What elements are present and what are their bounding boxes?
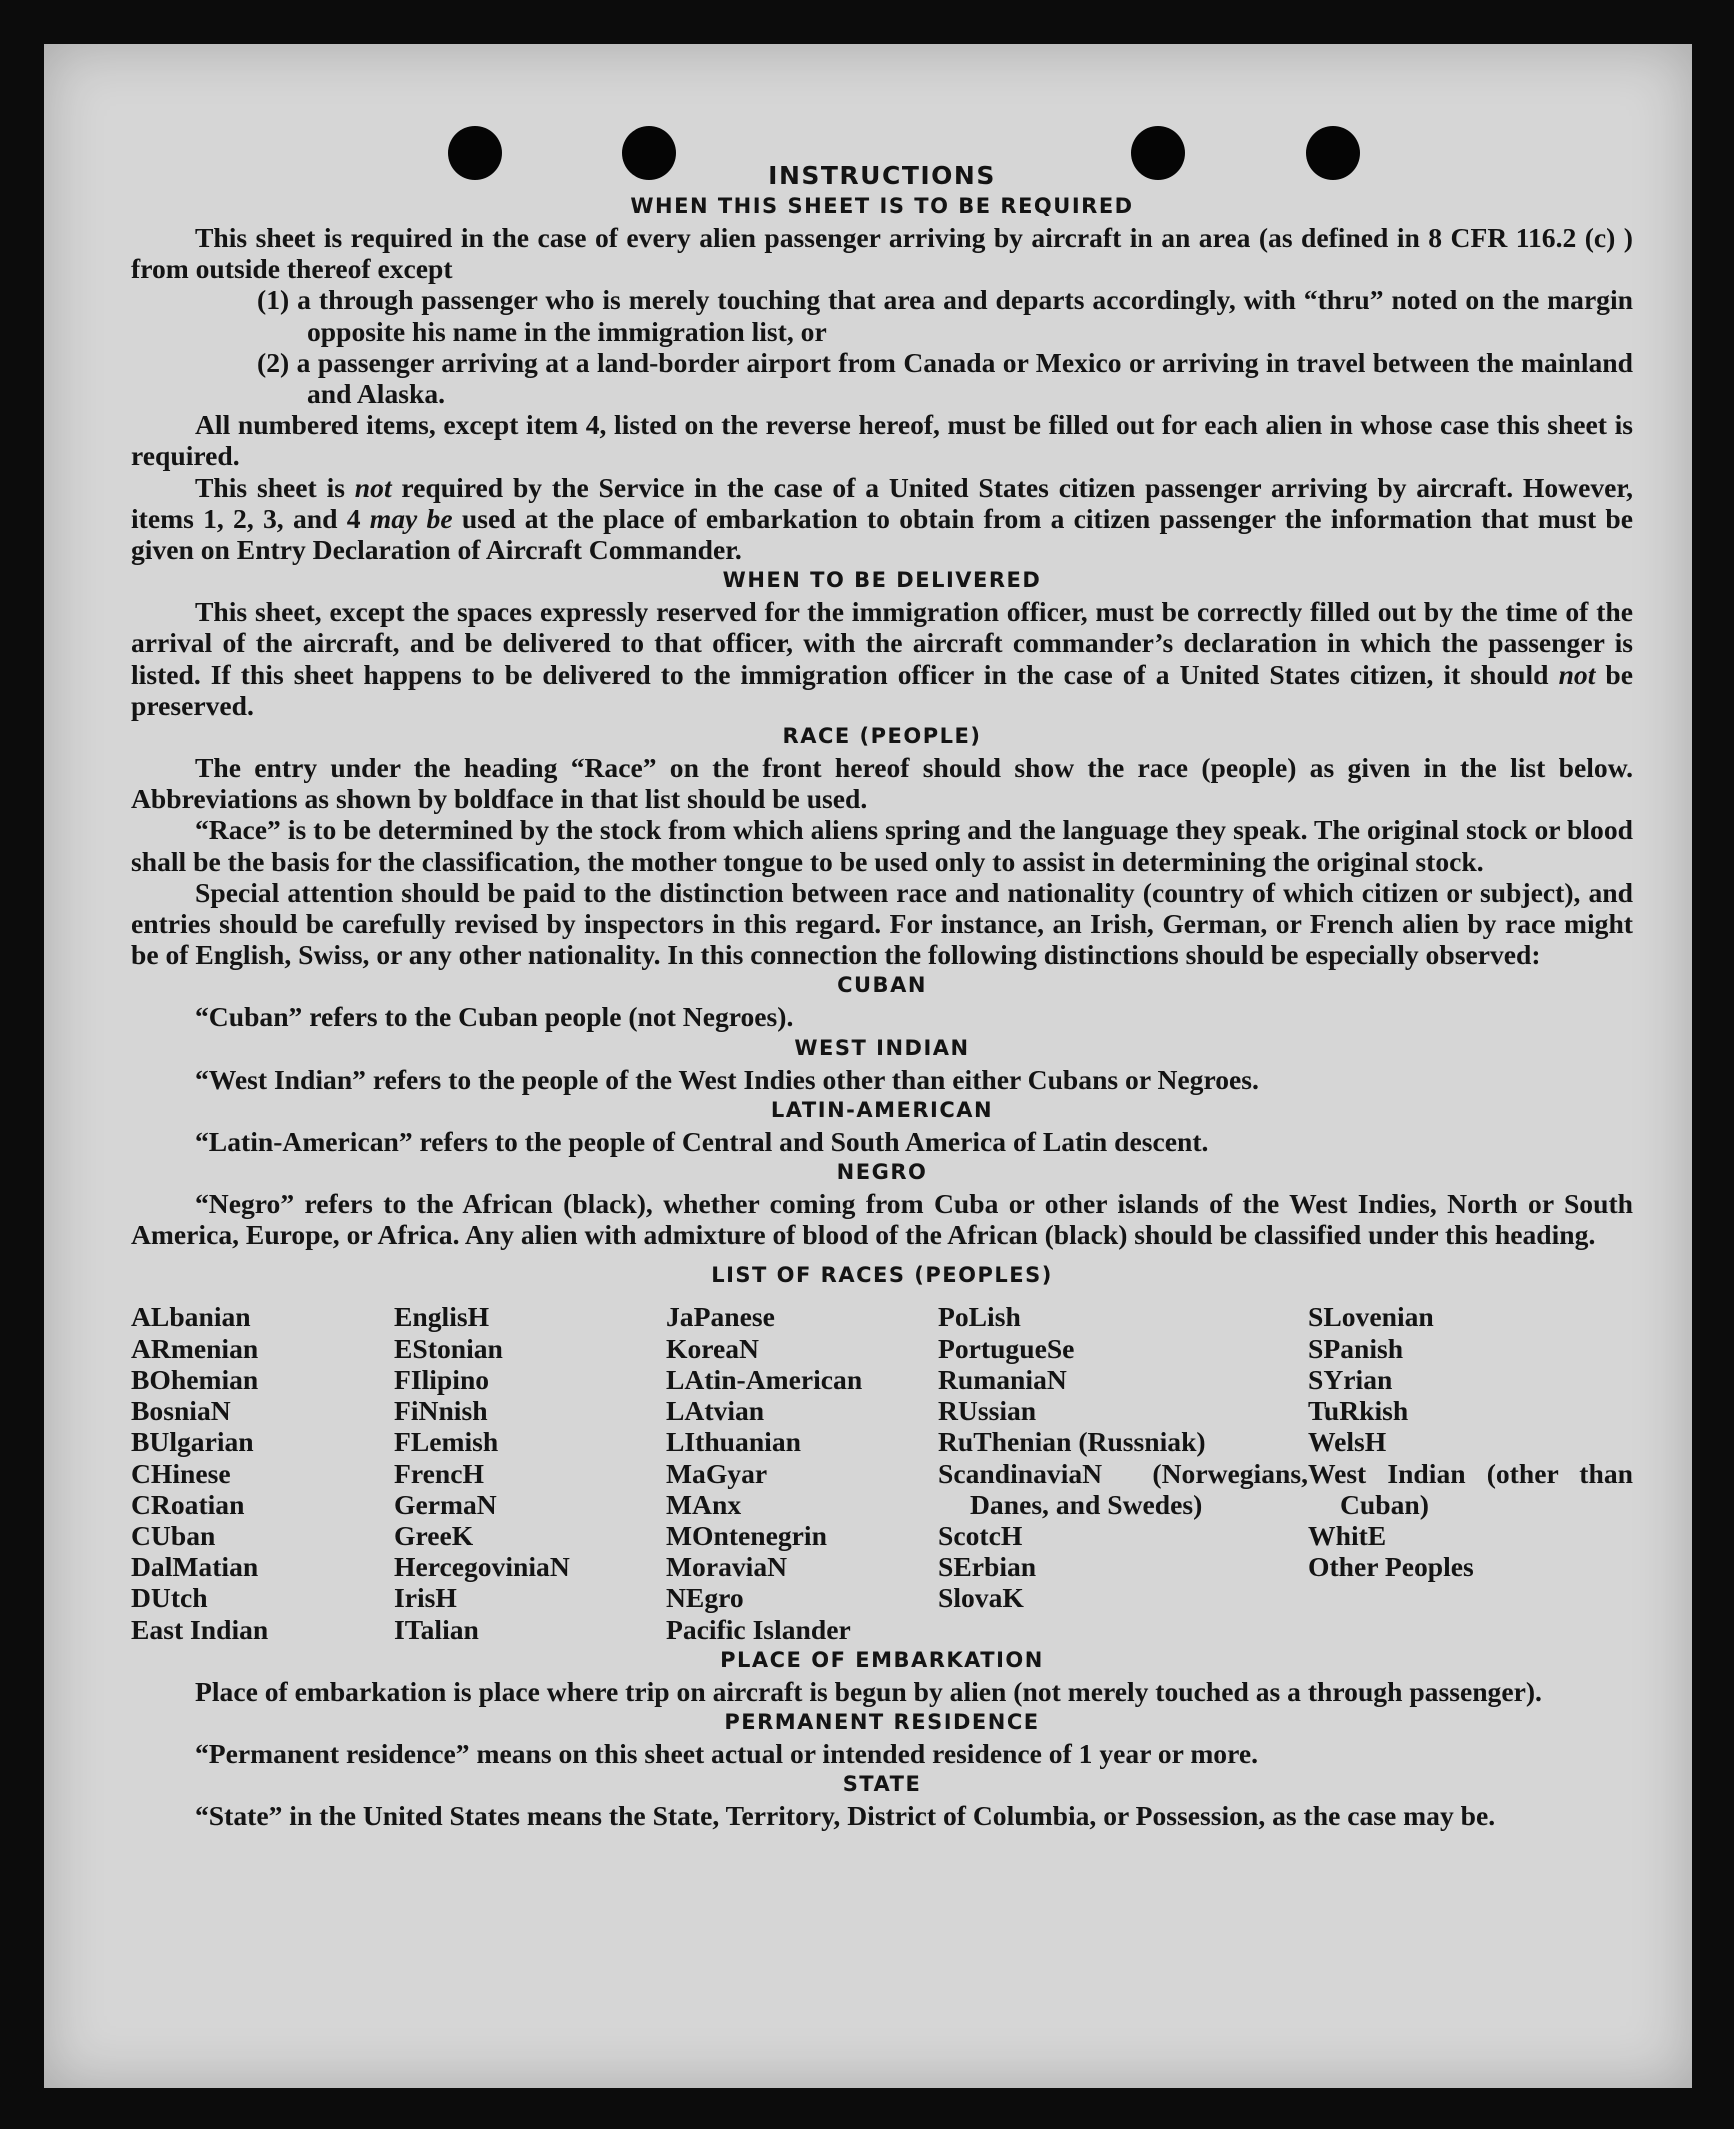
list-item: (1) a through passenger who is merely touching that area and departs accordingly, with “thru” noted on the margin opposite his name in the immigration list, or: [257, 284, 1633, 347]
emphasis: not: [354, 471, 392, 503]
race-item: RuThenian (Russniak): [938, 1426, 1206, 1458]
race-item: WelsH: [1308, 1426, 1387, 1458]
document-sheet: [44, 44, 1692, 2088]
race-item: SPanish: [1308, 1332, 1404, 1364]
paragraph: Special attention should be paid to the distinction between race and nationality (country of which citizen or subject), and entries should be carefully revised by inspectors in this regard. For instance, an Irish, German, or French alien by race might be of English, Swiss, or any other nationality. In this connection the following distinctions should be especially observed:: [131, 876, 1633, 971]
distinction-text: “Negro” refers to the African (black), whether coming from Cuba or other islands of the West Indies, North or South America, Europe, or Africa. Any alien with admixture of blood of the African (black) should be classified under this heading.: [131, 1188, 1633, 1251]
distinction-heading: LATIN-AMERICAN: [770, 1097, 994, 1122]
race-item: SYrian: [1308, 1363, 1393, 1395]
paragraph: “Permanent residence” means on this sheet actual or intended residence of 1 year or more.: [195, 1737, 1258, 1769]
race-item: IrisH: [394, 1582, 457, 1614]
race-item: SLovenian: [1308, 1301, 1434, 1333]
race-item: ScandinaviaN (Norwegians, Danes, and Swedes): [938, 1457, 1308, 1520]
race-item: SErbian: [938, 1551, 1037, 1583]
distinction-text: “Cuban” refers to the Cuban people (not Negroes).: [195, 1001, 794, 1033]
paragraph: [131, 596, 1633, 721]
emphasis: may be: [369, 502, 453, 534]
race-item: EnglisH: [394, 1301, 490, 1333]
race-item: East Indian: [131, 1613, 269, 1645]
race-item: Other Peoples: [1308, 1551, 1474, 1583]
race-item: BUlgarian: [131, 1426, 254, 1458]
distinction-heading: WEST INDIAN: [794, 1035, 970, 1060]
race-item: FIlipino: [394, 1363, 490, 1395]
race-list-heading: LIST OF RACES (PEOPLES): [711, 1263, 1053, 1288]
race-item: LIthuanian: [666, 1426, 801, 1458]
race-item: EStonian: [394, 1332, 503, 1364]
text-run: This sheet, except the spaces expressly reserved for the immigration officer, must be correctly filled out by the time of the arrival of the aircraft, and be delivered to that officer, with the aircraft commander’s declaration in which the passenger is listed. If this sheet happens to be delivered to the immigration officer in the case of a United States citizen, it should: [131, 596, 1633, 690]
race-item: FiNnish: [394, 1395, 488, 1427]
race-item: FrencH: [394, 1457, 484, 1489]
section-heading: RACE (PEOPLE): [782, 724, 982, 749]
paragraph: The entry under the heading “Race” on the front hereof should show the race (people) as given in the list below. Abbreviations as shown by boldface in that list should be used.: [131, 752, 1633, 815]
race-item: CUban: [131, 1519, 216, 1551]
race-column: [938, 1301, 1308, 1644]
race-item: RUssian: [938, 1395, 1037, 1427]
page-title: INSTRUCTIONS: [768, 161, 996, 190]
race-item: MoraviaN: [666, 1551, 788, 1583]
paragraph: This sheet is required in the case of every alien passenger arriving by aircraft in an area (as defined in 8 CFR 116.2 (c) ) from outside thereof except: [131, 222, 1633, 285]
race-item: GreeK: [394, 1519, 474, 1551]
race-item: ITalian: [394, 1613, 479, 1645]
distinction-heading: NEGRO: [836, 1160, 928, 1185]
race-item: MAnx: [666, 1488, 742, 1520]
race-item: BOhemian: [131, 1363, 259, 1395]
race-item: CRoatian: [131, 1488, 245, 1520]
race-item: ALbanian: [131, 1301, 251, 1333]
race-item: LAtvian: [666, 1395, 765, 1427]
section-heading: STATE: [842, 1772, 922, 1797]
race-column: [131, 1301, 394, 1644]
race-item: Pacific Islander: [666, 1613, 851, 1645]
distinction-text: “Latin-American” refers to the people of Central and South America of Latin descent.: [195, 1125, 1209, 1157]
race-item: West Indian (other than Cuban): [1308, 1457, 1633, 1520]
paragraph: Place of embarkation is place where trip on aircraft is begun by alien (not merely touched as a through passenger).: [195, 1675, 1542, 1707]
section-heading: WHEN THIS SHEET IS TO BE REQUIRED: [630, 194, 1134, 218]
race-item: RumaniaN: [938, 1363, 1067, 1395]
race-item: MaGyar: [666, 1457, 768, 1489]
section-heading: PERMANENT RESIDENCE: [724, 1709, 1040, 1734]
race-item: DalMatian: [131, 1551, 259, 1583]
race-item: CHinese: [131, 1457, 231, 1489]
text-run: required by the Service in the case of a United States citizen passenger arriving by aircraft. However, items 1, 2, 3, and 4: [131, 471, 1633, 534]
race-column: [666, 1301, 938, 1644]
distinction-heading: CUBAN: [837, 973, 927, 998]
section-heading: WHEN TO BE DELIVERED: [722, 568, 1042, 593]
paragraph: “State” in the United States means the State, Territory, District of Columbia, or Possession, as the case may be.: [195, 1800, 1496, 1832]
distinction-text: “West Indian” refers to the people of the West Indies other than either Cubans or Negroes.: [195, 1063, 1259, 1095]
list-item: (2) a passenger arriving at a land-border airport from Canada or Mexico or arriving in travel between the mainland and Alaska.: [257, 346, 1633, 410]
race-item: GermaN: [394, 1488, 497, 1520]
race-item: FLemish: [394, 1426, 499, 1458]
race-item: MOntenegrin: [666, 1519, 827, 1551]
race-column: [394, 1301, 666, 1644]
race-item: ARmenian: [131, 1332, 259, 1364]
race-list: [131, 1301, 1633, 1644]
race-item: SlovaK: [938, 1582, 1024, 1614]
race-item: HercegoviniaN: [394, 1551, 570, 1583]
race-item: TuRkish: [1308, 1395, 1409, 1427]
race-item: PortugueSe: [938, 1332, 1075, 1364]
paragraph: All numbered items, except item 4, listed on the reverse hereof, must be filled out for each alien in whose case this sheet is required.: [131, 409, 1633, 472]
paragraph: “Race” is to be determined by the stock from which aliens spring and the language they speak. The original stock or blood shall be the basis for the classification, the mother tongue to be used only to assist in determining the original stock.: [131, 814, 1633, 877]
race-column: [1308, 1301, 1633, 1644]
text-run: used at the place of embarkation to obtain from a citizen passenger the information that must be given on Entry Declaration of Aircraft Commander.: [131, 502, 1634, 566]
section-heading: PLACE OF EMBARKATION: [720, 1647, 1044, 1672]
race-item: KoreaN: [666, 1332, 759, 1364]
paragraph: [131, 472, 1633, 566]
race-item: PoLish: [938, 1301, 1021, 1333]
race-item: LAtin-American: [666, 1363, 863, 1395]
race-item: NEgro: [666, 1582, 744, 1614]
race-item: BosniaN: [131, 1395, 231, 1427]
text-run: be preserved.: [131, 658, 1633, 721]
instructions-content: [131, 160, 1633, 1831]
text-run: This sheet is: [195, 471, 355, 503]
race-item: ScotcH: [938, 1519, 1023, 1551]
race-item: DUtch: [131, 1582, 208, 1614]
emphasis: not: [1558, 658, 1596, 690]
race-item: JaPanese: [666, 1301, 775, 1333]
race-item: WhitE: [1308, 1519, 1387, 1551]
